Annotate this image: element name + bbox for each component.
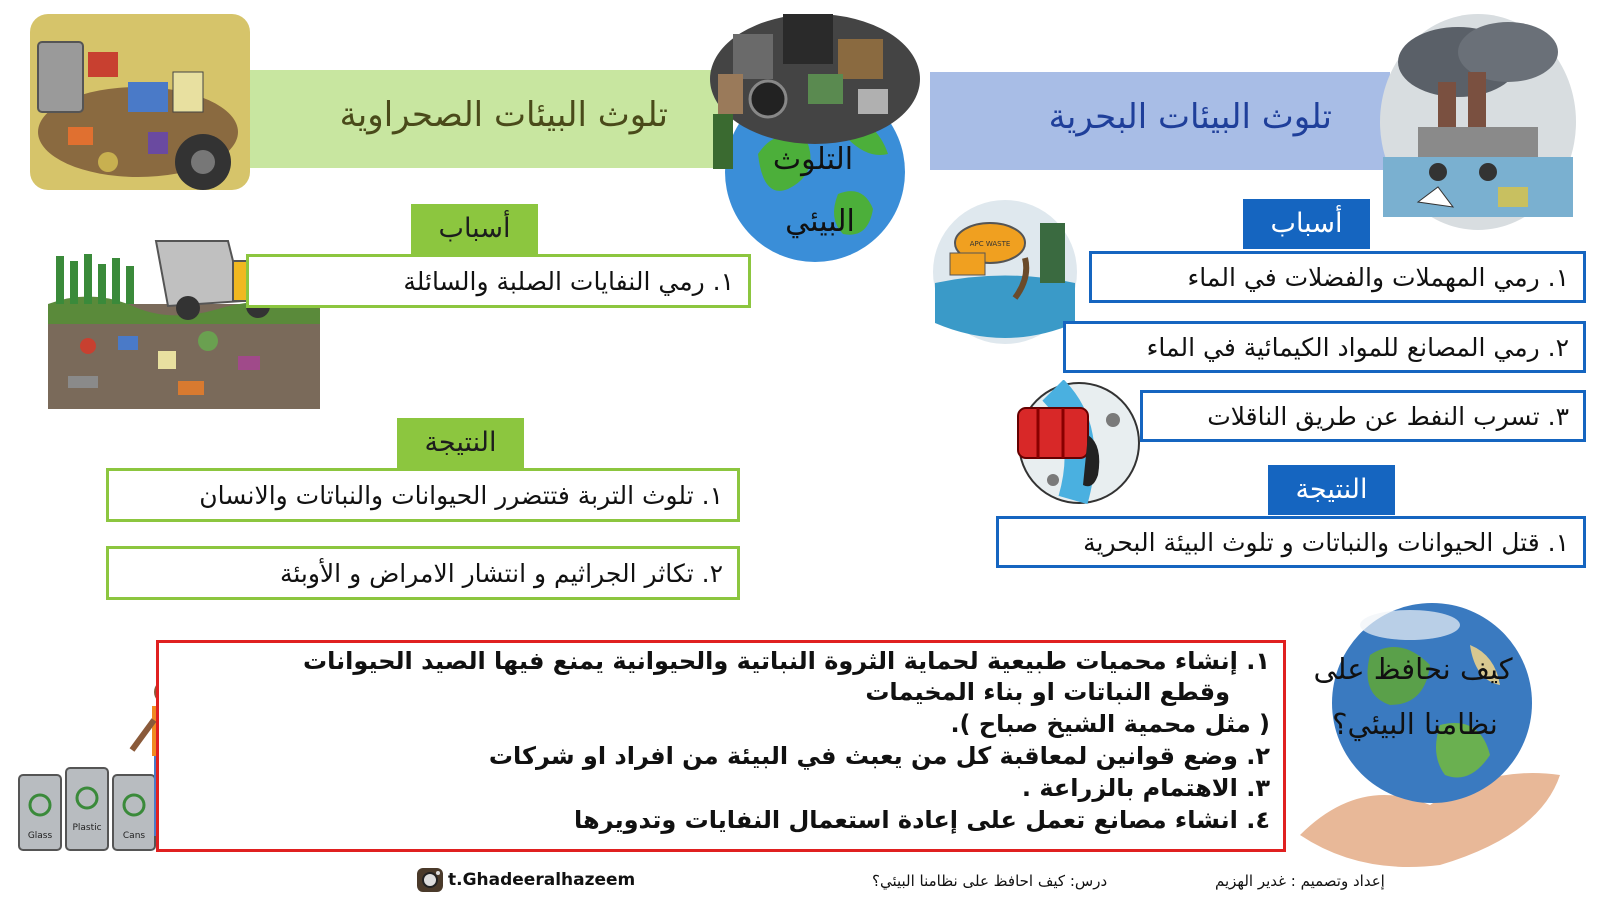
center-title-line1: التلوث (772, 142, 854, 177)
desert-result-1: ١. تلوث التربة فتتضرر الحيوانات والنباتات والانسان (106, 468, 740, 522)
instagram-handle: t.Ghadeeralhazeem (448, 870, 636, 890)
bin-label-plastic: Plastic (72, 823, 102, 833)
protection-item-2: ٢. وضع قوانين لمعاقبة كل من يعبث في البيئة من افراد او شركات (488, 742, 1270, 770)
marine-causes-tab: أسباب (1243, 199, 1370, 249)
marine-results-tab: النتيجة (1268, 465, 1395, 515)
desert-causes-tab: أسباب (411, 204, 538, 254)
desert-title: تلوث البيئات الصحراوية (339, 95, 668, 135)
bin-label-glass: Glass (27, 831, 53, 841)
marine-cause-3: ٣. تسرب النفط عن طريق الناقلات (1140, 390, 1586, 442)
protection-item-4: ٤. انشاء مصانع تعمل على إعادة استعمال النفايات وتدويرها (573, 806, 1270, 834)
oil-spill-illustration (1013, 380, 1145, 506)
footer-author: إعداد وتصميم : غدير الهزيم (1215, 872, 1385, 890)
protection-question-line2: نظامنا البيئي؟ (1332, 707, 1498, 741)
protection-item-1-line3: ( مثل محمية الشيخ صباح ). (950, 710, 1270, 738)
marine-cause-2: ٢. رمي المصانع للمواد الكيمائية في الماء (1063, 321, 1586, 373)
desert-result-2: ٢. تكاثر الجراثيم و انتشار الامراض و الأوبئة (106, 546, 740, 600)
protection-item-1-line2: وقطع النباتات او بناء المخيمات (865, 678, 1230, 706)
landfill-illustration (28, 12, 253, 194)
marine-cause-1: ١. رمي المهملات والفضلات في الماء (1089, 251, 1586, 303)
desert-cause-1: ١. رمي النفايات الصلبة والسائلة (246, 254, 751, 308)
center-title-line2: البيئي (785, 204, 855, 239)
instagram-icon (415, 866, 445, 894)
protection-item-1-line1: ١. إنشاء محميات طبيعية لحماية الثروة النباتية والحيوانية يمنع فيها الصيد الحيوانات (303, 647, 1270, 675)
footer-lesson: درس: كيف احافظ على نظامنا البيئي؟ (872, 872, 1108, 890)
factory-pollution-illustration (1378, 12, 1578, 232)
protection-item-3: ٣. الاهتمام بالزراعة . (1021, 774, 1270, 802)
desert-results-tab: النتيجة (397, 418, 524, 468)
protection-question-line1: كيف نحافظ على (1313, 652, 1513, 686)
marine-title: تلوث البيئات البحرية (1048, 97, 1332, 137)
waste-truck-illustration (930, 198, 1080, 346)
bin-label-cans: Cans (122, 831, 146, 841)
apc-truck-label: APC WASTE (969, 240, 1011, 248)
marine-result-1: ١. قتل الحيوانات والنباتات و تلوث البيئة البحرية (996, 516, 1586, 568)
